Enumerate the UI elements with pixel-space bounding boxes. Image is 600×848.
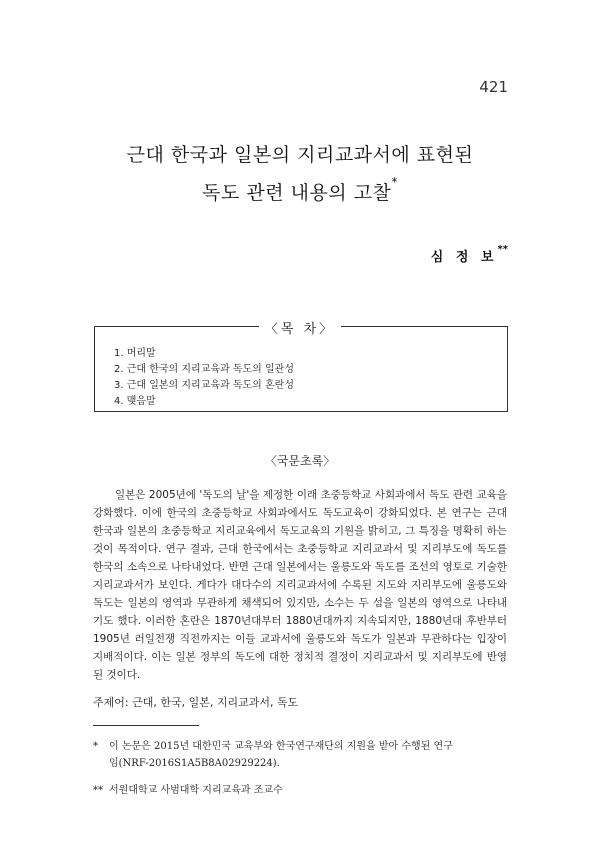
footnote-text-line-1: 이 논문은 2015년 대한민국 교육부와 한국연구재단의 지원을 받아 수행된 연구 xyxy=(109,741,453,752)
toc-list xyxy=(114,346,294,410)
title-text-1: 근대 한국과 일본의 지리교과서에 표현된 xyxy=(126,144,474,166)
abstract-heading: 〈국문초록〉 xyxy=(264,454,336,468)
abstract-body: 일본은 2005년에 '독도의 날'을 제정한 이래 초중등학교 사회과에서 독도 관련 교육을 강화했다. 이에 한국의 초중등학교 사회과에서도 독도교육이 강화되었다. 본 연구는 근대 한국과 일본의 초중등학교 지리교육에서 독도교육의 기원을 밝히고, 그 특징을 명확히 하는 것이 목적이다. 연구 결과, 근대 한국에서는 초중등학교 지리교과서 및 지리부도에 독도를 한국의 소속으로 나타내었다. 반면 근대 일본에서는 울릉도와 독도를 조선의 영토로 기술한 지리교과서가 보인다. 게다가 대다수의 지리교과서에 수록된 지도와 지리부도에 울릉도와 독도는 일본의 영역과 무관하게 채색되어 있지만, 소수는 두 섬을 일본의 영역으로 나타내기도 했다. 이러한 혼란은 1870년대부터 1880년대까지 지속되지만, 1880년대 후반부터 1905년 러일전쟁 직전까지는 이들 교과서에 울릉도와 독도가 일본과 무관하다는 입장이 지배적이다. 이는 일본 정부의 독도에 대한 정치적 결정이 지리교과서 및 지리부도에 반영된 것이다. xyxy=(93,489,507,681)
keywords: 주제어: 근대, 한국, 일본, 지리교과서, 독도 xyxy=(93,696,299,709)
author-footnote-marker: ** xyxy=(497,244,508,255)
paper-title-line-1 xyxy=(0,140,600,167)
toc-item: 2. 근대 한국의 지리교육과 독도의 일관성 xyxy=(114,364,294,375)
toc-item: 3. 근대 일본의 지리교육과 독도의 혼란성 xyxy=(114,380,294,391)
title-footnote-marker: * xyxy=(391,175,398,189)
author xyxy=(431,246,508,265)
toc-item: 1. 머리말 xyxy=(114,348,156,359)
toc-item: 4. 맺음말 xyxy=(114,396,156,407)
page-number: 421 xyxy=(479,78,508,96)
footnote-affiliation xyxy=(93,782,513,799)
footnote-funding xyxy=(93,738,513,772)
author-name: 심 정 보 xyxy=(430,250,498,265)
title-text-2: 독도 관련 내용의 고찰 xyxy=(202,182,392,204)
footnote-text: 서원대학교 사범대학 지리교육과 조교수 xyxy=(109,785,283,796)
toc-heading xyxy=(0,318,600,337)
footnote-mark: * xyxy=(93,741,98,752)
footnote-text-line-2: 임(NRF-2016S1A5B8A02929224). xyxy=(109,758,280,769)
toc-heading-text: 〈목 차〉 xyxy=(259,322,341,337)
footnote-mark: ** xyxy=(93,785,103,796)
paper-title-line-2 xyxy=(0,175,600,205)
footnote-divider xyxy=(93,725,199,726)
